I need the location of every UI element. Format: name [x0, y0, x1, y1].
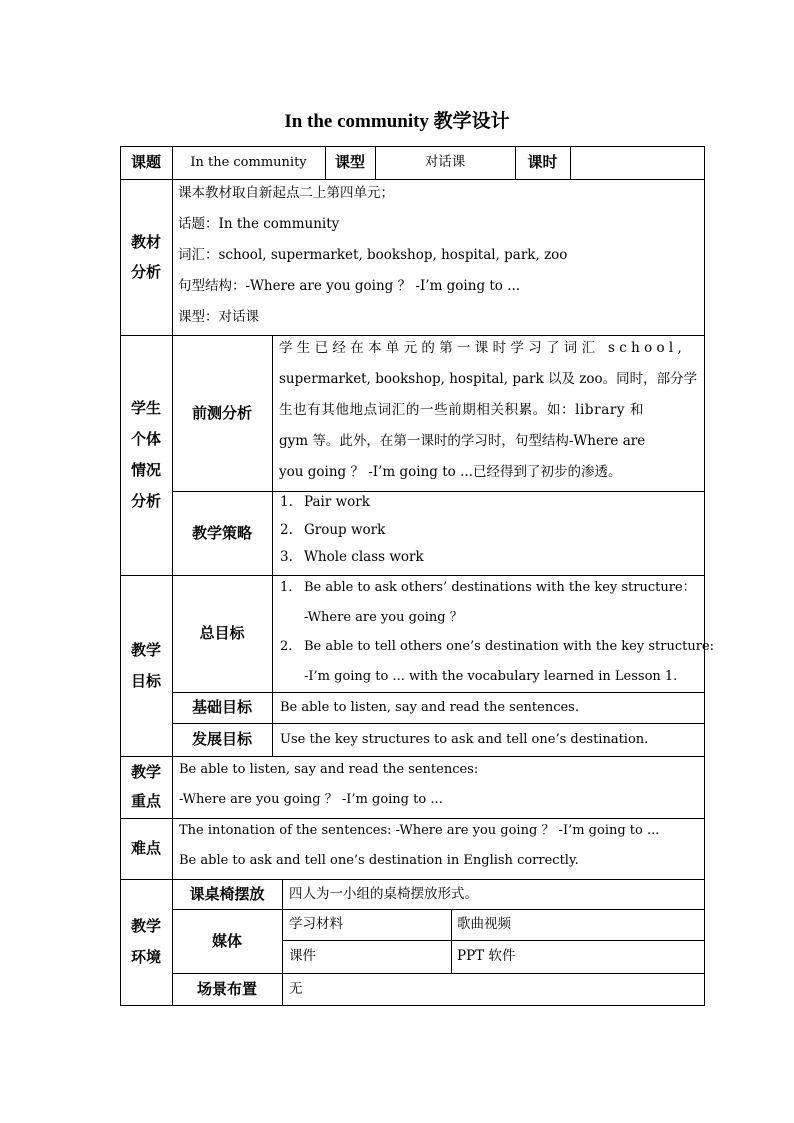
period-value — [570, 146, 704, 179]
material-label-line2: 分析 — [130, 263, 161, 281]
material-label-line1: 教材 — [130, 233, 161, 251]
student-label-line: 分析 — [130, 492, 161, 510]
list-continuation: -Where are you going ？ — [304, 609, 463, 625]
type-value: 对话课 — [424, 154, 466, 170]
list-item — [280, 489, 700, 517]
list-item — [280, 632, 714, 662]
lesson-label: 课题 — [130, 153, 161, 171]
student-label-line: 学生 — [130, 399, 161, 417]
material-line: 句型结构：-Where are you going ？ -I’m going to ... — [178, 278, 521, 294]
scene-value: 无 — [289, 980, 303, 997]
list-continuation: -I’m going to ... with the vocabulary learned in Lesson 1. — [304, 668, 678, 684]
focus-label-line2: 重点 — [130, 792, 161, 810]
focus-label-line1: 教学 — [130, 763, 161, 781]
material-label — [120, 179, 172, 335]
material-line: 课本教材取自新起点二上第四单元； — [178, 185, 394, 201]
material-line: 课型：对话课 — [178, 309, 259, 325]
pretest-line: supermarket, bookshop, hospital, park 以及 zoo。同时，部分学 — [279, 371, 698, 387]
desk-value: 四人为一小组的桌椅摆放形式。 — [289, 885, 478, 902]
desk-label: 课桌椅摆放 — [189, 884, 265, 903]
list-text: Whole class work — [304, 549, 424, 565]
list-item — [280, 544, 700, 572]
difficulty-line: The intonation of the sentences: -Where are you going ？ -I’m going to ... — [179, 823, 660, 838]
scene-label: 场景布置 — [196, 979, 257, 998]
difficulty-line: Be able to ask and tell one’s destination in English correctly. — [179, 853, 579, 868]
media-label: 媒体 — [211, 931, 242, 950]
strategy-label: 教学策略 — [191, 523, 252, 542]
list-number: 3. — [280, 549, 293, 565]
lesson-value: In the community — [190, 155, 307, 170]
list-item — [280, 517, 700, 545]
focus-line: Be able to listen, say and read the sentences: — [179, 762, 479, 777]
media-cell: 学习材料 — [289, 916, 343, 932]
list-text: Group work — [304, 521, 386, 538]
media-cell: 歌曲视频 — [457, 916, 511, 932]
basic-goal-label: 基础目标 — [191, 698, 252, 716]
environment-label-line2: 环境 — [130, 948, 161, 966]
list-number: 2. — [280, 639, 293, 654]
environment-label-line1: 教学 — [130, 917, 161, 935]
media-cell: PPT 软件 — [457, 948, 516, 964]
material-line: 话题：In the community — [178, 216, 340, 232]
student-label-line: 情况 — [130, 461, 161, 479]
extended-goal-value: Use the key structures to ask and tell one’s destination. — [280, 732, 649, 747]
difficulty-content — [179, 816, 703, 877]
pretest-line: you going ？ -I’m going to ...已经得到了初步的渗透。 — [279, 464, 622, 480]
pretest-line: 学生已经在本单元的第一课时学习了词汇 school, — [279, 340, 687, 356]
focus-content — [179, 755, 703, 817]
strategy-list — [280, 489, 700, 573]
type-label: 课型 — [334, 153, 365, 171]
list-number: 1. — [280, 494, 293, 510]
goals-label-line2: 目标 — [130, 671, 161, 690]
extended-goal-label: 发展目标 — [191, 730, 252, 748]
list-text: Be able to ask others’ destinations with the key structure： — [304, 580, 696, 595]
pretest-label: 前测分析 — [191, 403, 252, 422]
period-label: 课时 — [527, 153, 558, 171]
basic-goal-value: Be able to listen, say and read the sentences. — [280, 700, 579, 715]
list-item — [280, 573, 702, 603]
material-line: 词汇：school, supermarket, bookshop, hospital, park, zoo — [178, 247, 568, 263]
pretest-content — [279, 333, 701, 489]
student-label-line: 个体 — [130, 430, 161, 448]
material-content — [178, 178, 702, 334]
list-number: 1. — [280, 580, 293, 595]
list-text: Pair work — [304, 494, 370, 510]
environment-label — [120, 879, 172, 1005]
overall-goal-list — [280, 573, 714, 690]
goals-label — [120, 575, 172, 756]
list-text: Be able to tell others one’s destination with the key structure: — [304, 639, 714, 654]
document-title: In the community 教学设计 — [284, 111, 510, 132]
pretest-line: 生也有其他地点词汇的一些前期相关积累。如：library 和 — [279, 402, 645, 418]
focus-label — [120, 756, 172, 818]
student-analysis-label — [120, 335, 172, 575]
list-number: 2. — [280, 521, 293, 538]
media-cell: 课件 — [289, 948, 316, 964]
goals-label-line1: 教学 — [130, 640, 161, 659]
overall-goal-label: 总目标 — [199, 624, 245, 642]
focus-line: -Where are you going ？ -I’m going to ... — [179, 791, 443, 807]
pretest-line: gym 等。此外，在第一课时的学习时，句型结构-Where are — [279, 433, 646, 449]
difficulty-label: 难点 — [130, 839, 161, 857]
